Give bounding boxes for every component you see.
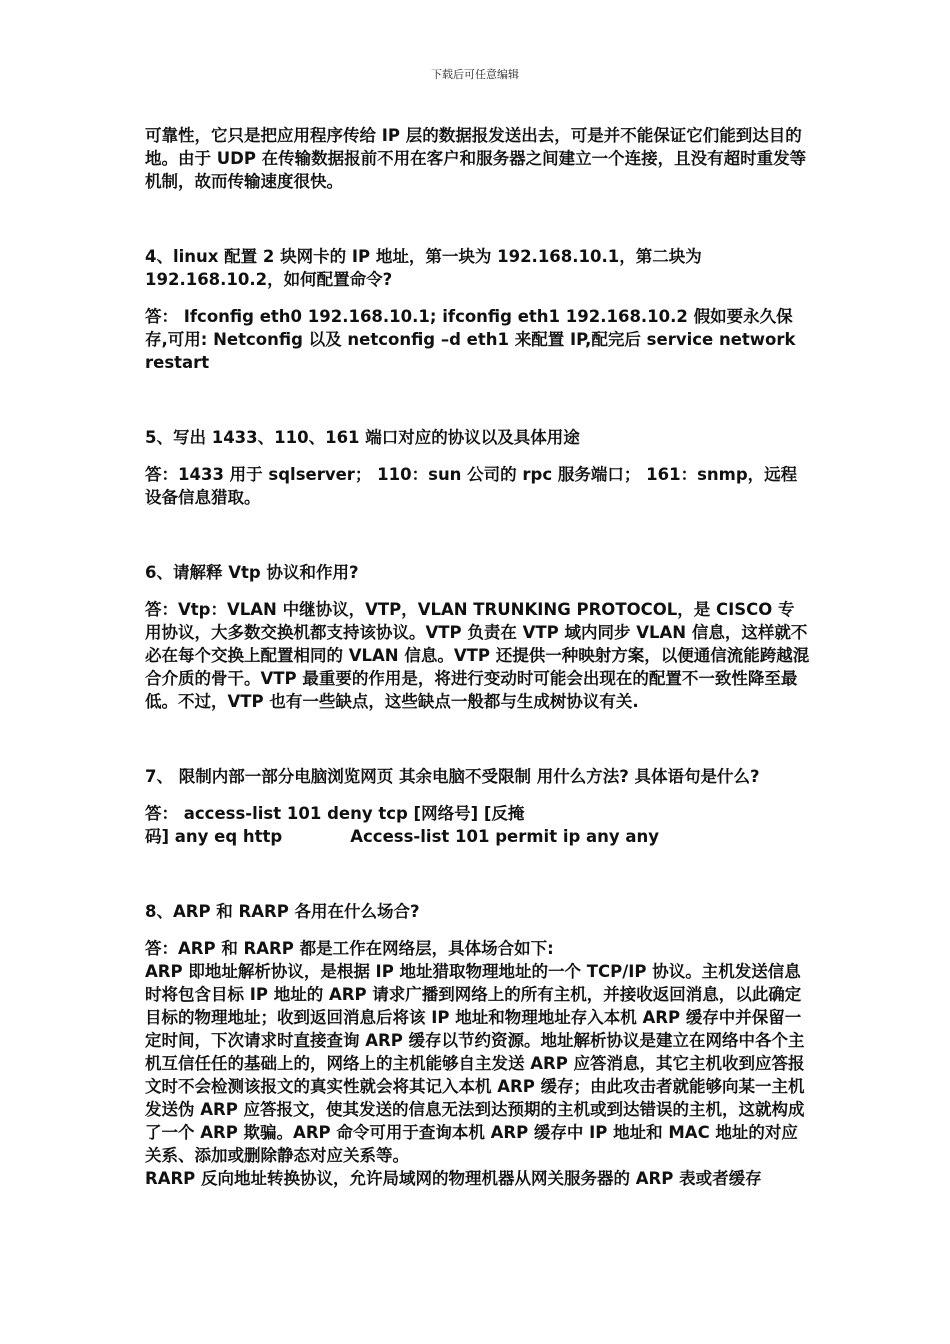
question-6: 6、请解释 Vtp 协议和作用? bbox=[145, 563, 359, 582]
answer-8-rarp: RARP 反向地址转换协议，允许局域网的物理机器从网关服务器的 ARP 表或者缓存 bbox=[145, 1169, 762, 1188]
answer-8-intro: 答：ARP 和 RARP 都是工作在网络层，具体场合如下: bbox=[145, 939, 554, 958]
page-header: 下载后可任意编辑 bbox=[431, 68, 519, 81]
answer-5: 答：1433 用于 sqlserver； 110：sun 公司的 rpc 服务端口； 161：snmp，远程设备信息猎取。 bbox=[145, 465, 798, 507]
answer-7-cmd-1: 码] any eq http bbox=[145, 827, 283, 846]
question-5: 5、写出 1433、110、161 端口对应的协议以及具体用途 bbox=[145, 428, 580, 447]
answer-4: 答： Ifconfig eth0 192.168.10.1; ifconfig eth1 192.168.10.2 假如要永久保存,可用: Netconfig 以及 netconfig –d eth1 来配置 IP,配完后 service network restart bbox=[145, 307, 796, 372]
document-body bbox=[145, 124, 810, 1190]
answer-8-arp: ARP 即地址解析协议，是根据 IP 地址猎取物理地址的一个 TCP/IP 协议。主机发送信息时将包含目标 IP 地址的 ARP 请求广播到网络上的所有主机，并接收返回消息，以此确定目标的物理地址；收到返回消息后将该 IP 地址和物理地址存入本机 ARP 缓存中并保留一定时间，下次请求时直接查询 ARP 缓存以节约资源。地址解析协议是建立在网络中各个主机互信任任的基础上的，网络上的主机能够自主发送 ARP 应答消息，其它主机收到应答报文时不会检测该报文的真实性就会将其记入本机 ARP 缓存；由此攻击者就能够向某一主机发送伪 ARP 应答报文，使其发送的信息无法到达预期的主机或到达错误的主机，这就构成了一个 ARP 欺骗。ARP 命令可用于查询本机 ARP 缓存中 IP 地址和 MAC 地址的对应关系、添加或删除静态对应关系等。 bbox=[145, 962, 805, 1165]
answer-7-cmd-2: Access-list 101 permit ip any any bbox=[350, 827, 660, 846]
intro-paragraph: 可靠性，它只是把应用程序传给 IP 层的数据报发送出去，可是并不能保证它们能到达目的地。由于 UDP 在传输数据报前不用在客户和服务器之间建立一个连接，且没有超时重发等机制，故而传输速度很快。 bbox=[145, 126, 807, 191]
answer-7-line-1: 答： access-list 101 deny tcp [网络号] [反掩 bbox=[145, 804, 525, 823]
answer-6: 答：Vtp：VLAN 中继协议，VTP，VLAN TRUNKING PROTOCOL，是 CISCO 专用协议，大多数交换机都支持该协议。VTP 负责在 VTP 域内同步 VLAN 信息，这样就不必在每个交换上配置相同的 VLAN 信息。VTP 还提供一种映射方案，以便通信流能跨越混合介质的骨干。VTP 最重要的作用是，将进行变动时可能会出现在的配置不一致性降至最低。不过，VTP 也有一些缺点，这些缺点一般都与生成树协议有关. bbox=[145, 600, 810, 711]
answer-7-line-2 bbox=[145, 825, 810, 848]
answer-7 bbox=[145, 802, 810, 848]
answer-8 bbox=[145, 937, 810, 1190]
question-4: 4、linux 配置 2 块网卡的 IP 地址，第一块为 192.168.10.1，第二块为192.168.10.2，如何配置命令? bbox=[145, 247, 702, 289]
question-8: 8、ARP 和 RARP 各用在什么场合? bbox=[145, 902, 420, 921]
question-7: 7、 限制内部一部分电脑浏览网页 其余电脑不受限制 用什么方法? 具体语句是什么? bbox=[145, 767, 760, 786]
